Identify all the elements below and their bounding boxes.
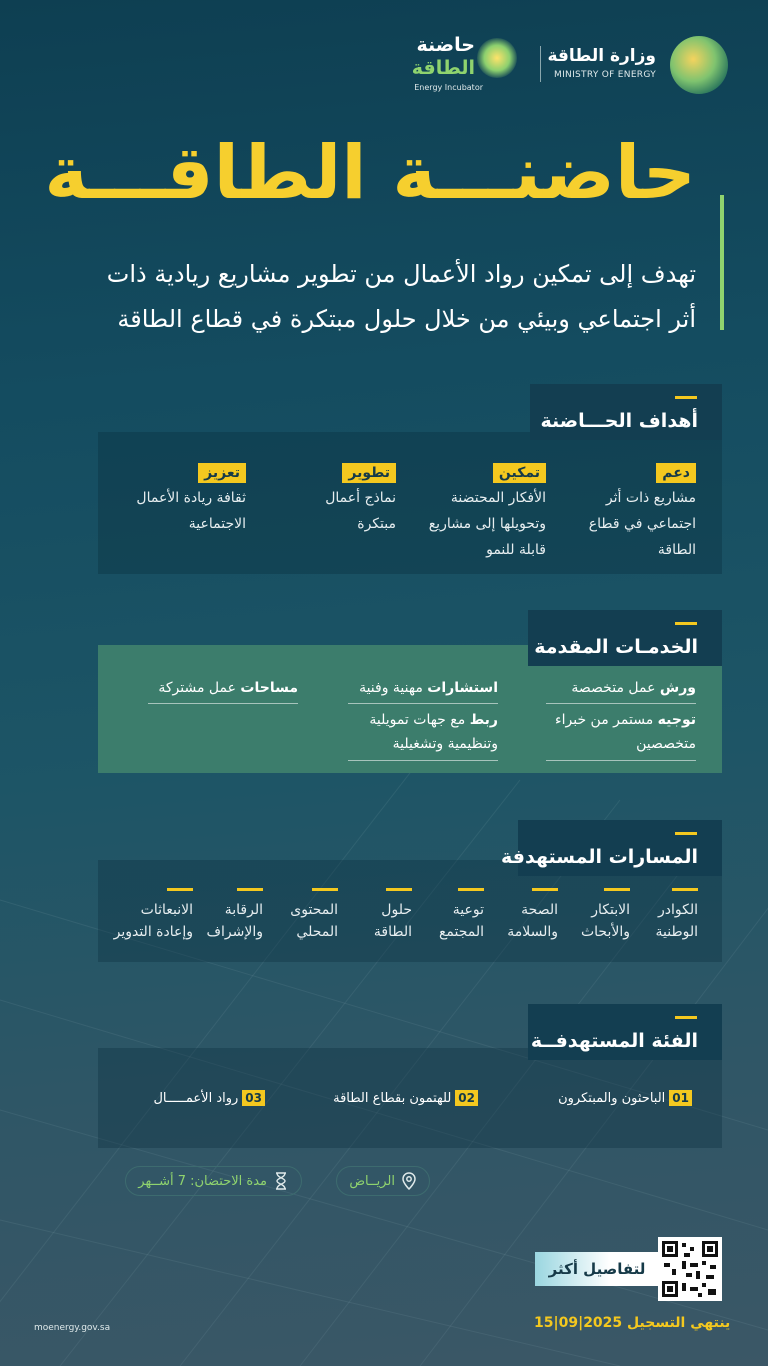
audience-number: 03 <box>242 1090 265 1106</box>
track-item <box>332 888 412 943</box>
service-rule <box>546 760 696 761</box>
track-dash <box>237 888 263 891</box>
goal-item <box>286 462 396 537</box>
track-item <box>478 888 558 943</box>
track-item <box>258 888 338 943</box>
incubator-name-en: Energy Incubator <box>414 83 483 92</box>
audience-label: الباحثون والمبتكرون <box>558 1090 666 1106</box>
audience-label: رواد الأعمـــــال <box>153 1090 239 1106</box>
track-dash <box>386 888 412 891</box>
tracks-title-dash <box>675 832 697 835</box>
audience-item <box>333 1090 478 1106</box>
ministry-emblem-icon <box>670 36 728 94</box>
goal-tag: تمكين <box>493 463 546 483</box>
goal-item <box>116 462 246 537</box>
track-line: حلول <box>381 902 412 918</box>
track-dash <box>312 888 338 891</box>
location-text: الريــاض <box>349 1173 395 1189</box>
audience-label: للهتمون بقطاع الطاقة <box>333 1090 452 1106</box>
track-line: الكوادر <box>657 902 698 918</box>
deadline-label: ينتهي التسجيل <box>627 1315 731 1331</box>
track-item <box>103 888 193 943</box>
audience-item <box>153 1090 265 1106</box>
incubator-logo <box>403 30 513 100</box>
track-item <box>618 888 698 943</box>
track-dash <box>604 888 630 891</box>
audience-title: الفئة المستهدفــة <box>530 1030 698 1052</box>
service-rule <box>348 703 498 704</box>
audience-item <box>558 1090 692 1106</box>
incubator-name-line1: حاضنة <box>416 34 475 56</box>
page-title: حاضنـــة الطاقـــة <box>44 130 696 216</box>
audience-number: 02 <box>455 1090 478 1106</box>
goal-item <box>556 462 696 563</box>
goals-title: أهداف الحـــاضنة <box>540 410 698 432</box>
service-rule <box>148 703 298 704</box>
track-line: الابتكار <box>591 902 630 918</box>
header-divider <box>540 46 541 82</box>
track-line: الطاقة <box>373 924 412 940</box>
ministry-name-en: MINISTRY OF ENERGY <box>554 70 656 80</box>
track-dash <box>532 888 558 891</box>
qr-code-icon <box>662 1241 718 1297</box>
tracks-title: المسارات المستهدفة <box>501 846 698 868</box>
goal-item <box>406 462 546 563</box>
services-title-dash <box>675 622 697 625</box>
more-details-button[interactable]: لتفاصيل أكثر <box>535 1252 659 1286</box>
registration-deadline <box>534 1315 730 1331</box>
audience-number: 01 <box>669 1090 692 1106</box>
ministry-logo <box>528 36 728 96</box>
location-pin-icon <box>401 1172 417 1190</box>
duration-text: مدة الاحتضان: 7 أشــهر <box>138 1173 267 1189</box>
service-item: توجيه مستمر من خبراء متخصصين <box>555 712 696 752</box>
track-line: المحتوى <box>290 902 338 918</box>
track-line: والإشراف <box>206 924 263 940</box>
duration-pill <box>125 1166 302 1196</box>
track-line: الصحة <box>521 902 558 918</box>
track-line: المجتمع <box>438 924 484 940</box>
goal-tag: دعم <box>656 463 696 483</box>
goals-title-dash <box>675 396 697 399</box>
service-column <box>546 676 696 761</box>
page-subtitle: تهدف إلى تمكين رواد الأعمال من تطوير مشاريع ريادية ذات أثر اجتماعي وبيئي من خلال حلول مبتكرة في قطاع الطاقة <box>106 260 696 333</box>
hourglass-icon <box>273 1172 289 1190</box>
track-dash <box>458 888 484 891</box>
service-rule <box>348 760 498 761</box>
service-item: ربط مع جهات تمويلية وتنظيمية وتشغيلية <box>369 712 498 752</box>
service-item: مساحات عمل مشتركة <box>158 680 298 696</box>
location-pill <box>336 1166 430 1196</box>
service-rule <box>546 703 696 704</box>
qr-code[interactable] <box>658 1237 722 1301</box>
track-line: والأبحاث <box>580 924 630 940</box>
track-line: الرقابة <box>224 902 263 918</box>
services-title: الخدمـات المقدمة <box>534 636 698 658</box>
service-item: استشارات مهنية وفنية <box>359 680 498 696</box>
incubator-name-line2: الطاقة <box>411 57 475 79</box>
incubator-glow-icon <box>477 38 517 78</box>
track-line: الوطنية <box>655 924 698 940</box>
track-item <box>183 888 263 943</box>
service-item: ورش عمل متخصصة <box>571 680 696 696</box>
track-line: المحلي <box>296 924 338 940</box>
track-item <box>404 888 484 943</box>
service-column <box>348 676 498 761</box>
track-line: والسلامة <box>507 924 558 940</box>
goal-text: مشاريع ذات أثر اجتماعي في قطاع الطاقة <box>588 490 696 558</box>
hero-accent-bar <box>720 195 724 330</box>
track-item <box>550 888 630 943</box>
goal-text: نماذج أعمال مبتكرة <box>325 490 396 532</box>
goal-text: الأفكار المحتضنة وتحويلها إلى مشاريع قابلة للنمو <box>428 490 546 558</box>
track-dash <box>167 888 193 891</box>
goal-tag: تعزيز <box>198 463 246 483</box>
audience-title-dash <box>675 1016 697 1019</box>
track-line: وإعادة التدوير <box>113 924 193 940</box>
service-column <box>148 676 298 704</box>
track-line: توعية <box>452 902 484 918</box>
goal-text: ثقافة ريادة الأعمال الاجتماعية <box>136 490 246 532</box>
goal-tag: تطوير <box>342 463 396 483</box>
track-line: الانبعاثات <box>140 902 193 918</box>
ministry-name-ar: وزارة الطاقة <box>547 46 656 66</box>
website-link[interactable]: moenergy.gov.sa <box>34 1323 111 1333</box>
track-dash <box>672 888 698 891</box>
deadline-date: 15|09|2025 <box>534 1315 623 1331</box>
